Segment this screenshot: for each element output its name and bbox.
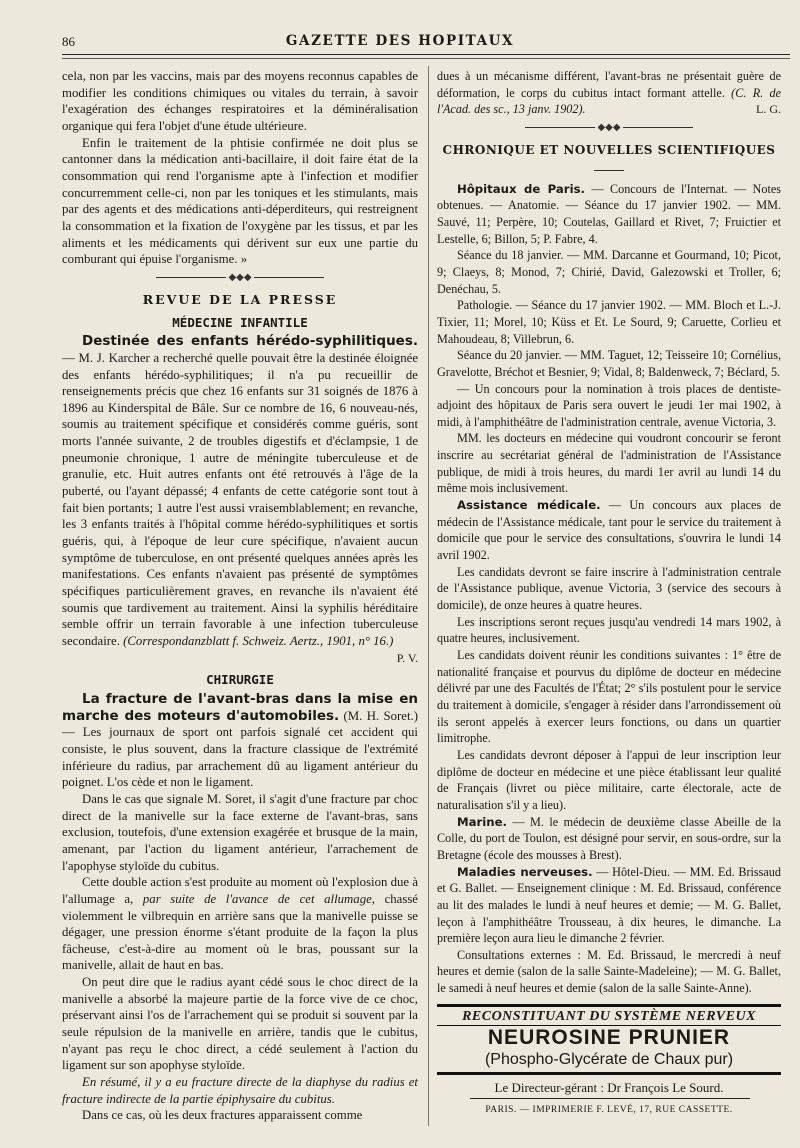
header-rule: [62, 54, 790, 55]
news-text: — Concours de l'Internat. — Notes obtenues. — Anatomie. — Séance du 17 janvier 1902. — MM. Sauvé, 11; Perpère, 10; Coutelas, Gaillard et Rivet, 7; Fruictier et Lestelle, 6; Billon, 5; P. Fabre, 4.: [437, 181, 781, 246]
page-number: 86: [62, 34, 75, 49]
ad-product-detail: (Phospho-Glycérate de Chaux pur): [437, 1050, 781, 1075]
news-item: [437, 497, 781, 564]
short-rule: [437, 165, 781, 177]
paragraph: cela, non par les vaccins, mais par des moyens reconnus capables de modifier les conditions chimiques ou vitales du terrain, à savoir l'exagération des échanges respiratoires et la déminéralisation organique qui fera l'objet d'une étude ultérieure.: [62, 69, 418, 133]
article-text: a recherché quelle pouvait être la destinée éloignée des enfants hérédo-syphilitiques; il n'a pu recueillir de renseignements précis que chez 16 enfants sur 31 soignés de 1876 à 1896 au Kinderspital de Bâle. Sur ce nombre de 16, 6 nouveau-nés, soumis au traitement spécifique et considérés comme guéris, sont morts l'année suivante, 2 de troubles digestifs et d'éclampsie, 1 de pneumonie chronique, 1 autre de méningite tuberculeuse et de granulie, etc. Huit autres enfants ont été retrouvés à l'âge de la puberté, ou l'ayant dépassé; 4 enfants de cette catégorie sont tout à fait bien portants; 1 autre l'est aussi vraisemblablement; en revanche, les 3 enfants traités à l'hôpital comme hérédo-syphilitiques et sortis guéris, qui, à l'époque de leur cure spécifique, n'avaient aucun symptôme de tuberculose, en ont présenté quelques années après les manifestations. Ces enfants n'avaient pas présenté de symptômes spécifiques particulièrement graves, en revanche ils n'avaient été soumis que tardivement au traitement. Ainsi la syphilis héréditaire semble offrir un terrain favorable à une infection tuberculeuse secondaire.: [62, 350, 418, 648]
signature: P. V.: [396, 650, 418, 665]
ad-rule: [437, 1004, 781, 1007]
news-item: [437, 864, 781, 947]
article-reference: (C. R. de l'Acad. des sc., 13 janv. 1902).: [437, 85, 782, 117]
paragraph: Les candidats doivent réunir les conditions suivantes : 1° être de nationalité française et pourvus du diplôme de docteur en médecine délivré par une des Facultés de l'État; 2° s'ils postulent pour le service du traitement à domicile, s'engager à résider dans l'arrondissement où ils seront appelés à exercer leurs fonctions, ou dans un quartier limitrophe.: [437, 648, 781, 746]
paragraph: Les candidats devront déposer à l'appui de leur inscription leur diplôme de docteur en médecine et une pièce établissant leur qualité de Français (livret ou pièce militaire, carte électorale, acte de naturalisation s'il y a lieu).: [437, 747, 781, 812]
right-column: [437, 68, 781, 997]
signature: L. G.: [756, 102, 781, 117]
news-title: Maladies nerveuses.: [457, 864, 593, 879]
news-item: [437, 814, 781, 864]
paragraph: [62, 1074, 418, 1107]
text-run: dues à un mécanisme différent, l'avant-bras ne présentait guère de déformation, le corps du cubitus intact formant attelle.: [437, 69, 781, 100]
paragraph: Pathologie. — Séance du 17 janvier 1902. — MM. Bloch et L.-J. Tixier, 11; Morel, 10; Küss et Et. Le Sourd, 9; Caruette, Corlieu et Mahoudeau, 8; Villebrun, 6.: [437, 298, 781, 346]
section-title: CHRONIQUE ET NOUVELLES SCIENTIFIQUES: [442, 142, 776, 157]
paragraph: On peut dire que le radius ayant cédé sous le choc direct de la manivelle a absorbé la majeure partie de la force vive de ce choc, préservant ainsi l'os de l'arrachement qui se produit si souvent par la seule répulsion de la manivelle en arrière, tandis que le cubitus, n'ayant pas reçu le choc direct, a cédé seulement à l'action du ligament sur son apophyse styloïde.: [62, 975, 418, 1073]
news-item: [437, 181, 781, 248]
paragraph: Dans ce cas, où les deux fractures apparaissent comme: [82, 1108, 363, 1123]
article-title: La fracture de l'avant-bras dans la mise en marche des moteurs d'automobiles.: [62, 690, 418, 724]
paragraph: Consultations externes : M. Ed. Brissaud, le mercredi à neuf heures et demie (salon de la salle Sainte-Madeleine); — M. G. Ballet, le samedi à neuf heures et demie (salon de la salle Sainte-Anne).: [437, 947, 781, 996]
ad-product-name: NEUROSINE PRUNIER: [487, 1026, 731, 1049]
text-run: chassé violemment le vilbrequin en arrière sans que la manivelle puisse se dégager, une pression énorme s'étant produite de la façon la plus fâcheuse, c'est-à-dire au moment où le bras, poussant sur la manivelle, allait de haut en bas.: [62, 891, 418, 973]
italic-run: En résumé, il y a eu fracture directe de la diaphyse du radius et fracture indirecte de la partie épiphysaire du cubitus.: [62, 1075, 418, 1106]
article-reference: (Correspondanzblatt f. Schweiz. Aertz., 1901, n° 16.): [119, 634, 394, 648]
column-divider: [428, 66, 429, 1126]
paragraph: Dans le cas que signale M. Soret, il s'agit d'une fracture par choc direct de la manivelle sur la face externe de l'avant-bras, sans exclusion, toutefois, d'une extension exagérée et brusque de la main, amenant, par l'action du ligament antérieur, l'arrachement de l'apophyse styloïde du cubitus.: [62, 791, 418, 873]
printer-line: PARIS. — IMPRIMERIE F. LEVÉ, 17, RUE CASSETTE.: [485, 1105, 733, 1115]
article: [62, 333, 418, 649]
news-title: Marine.: [457, 814, 507, 829]
article: [62, 691, 418, 791]
footer-rule: [470, 1098, 750, 1099]
paragraph: [62, 874, 418, 974]
news-text: — Hôtel-Dieu. — MM. Ed. Brissaud et G. Ballet. — Enseignement clinique : M. Ed. Brissaud, conférence au lit des malades le lundi à neuf heures et demie; — M. G. Ballet, leçon à l'amphithéâtre Trousseau, à dix heures, le dimanche. La première leçon aura lieu le dimanche 2 février.: [437, 864, 781, 946]
ornament-divider: ◆◆◆: [437, 122, 781, 134]
ad-tagline: RECONSTITUANT DU SYSTÈME NERVEUX: [437, 1009, 781, 1026]
news-text: — M. le médecin de deuxième classe Abeille de la Colle, du port de Toulon, est désigné pour servir, en sous-ordre, sur la Bretagne (école des mousses à Brest).: [437, 814, 781, 862]
paragraph: Séance du 18 janvier. — MM. Darcanne et Gourmand, 10; Picot, 9; Claeys, 8; Monod, 7; Chirié, David, Galezowski et Troller, 6; Denéchau, 5.: [437, 248, 781, 296]
text-run: Cette double action s'est produite au moment où l'explosion due à l'allumage a,: [62, 875, 418, 906]
director-line: Le Directeur-gérant : Dr François Le Sourd.: [494, 1080, 724, 1095]
running-title: GAZETTE DES HOPITAUX: [285, 33, 515, 49]
paragraph: Enfin le traitement de la phtisie confirmée ne doit plus se cantonner dans la médication anti-bacillaire, il doit faire état de la consommation qui rend l'organisme apte à l'infection et modifier concurremment celle-ci, non par les toniques et les stimulants, mais par des agents et des médications anti-déperditeurs, qui restreignent la consommation et la fixation de l'oxygène par les tissus, et par les aliments et les médicaments qui dérivent sur eux une partie du comburant qui épuise l'organisme. »: [62, 135, 418, 267]
section-title: REVUE DE LA PRESSE: [142, 291, 338, 307]
left-column: [62, 68, 418, 1124]
news-title: Hôpitaux de Paris.: [457, 181, 585, 196]
news-title: Assistance médicale.: [457, 498, 601, 513]
paragraph: Les inscriptions seront reçues jusqu'au vendredi 14 mars 1902, à quatre heures, inclusivement.: [437, 614, 781, 646]
header-rule-thin: [62, 58, 790, 59]
italic-run: par suite de l'avance de cet allumage,: [142, 891, 375, 906]
news-text: — Un concours aux places de médecin de l'Assistance médicale, tant pour le service du traitement à domicile que pour le service des consultations, s'ouvrira le lundi 14 avril 1902.: [437, 498, 781, 563]
article-author: — M. J. Karcher: [62, 350, 150, 365]
article-title: Destinée des enfants hérédo-syphilitiques.: [82, 333, 418, 350]
subsection-title: CHIRURGIE: [206, 672, 274, 688]
paragraph: Les candidats devront se faire inscrire à l'administration centrale de l'Assistance publique, avenue Victoria, 3 (service des secours à domicile), de onze heures à quatre heures.: [437, 564, 781, 613]
paragraph: [437, 68, 781, 118]
paragraph: MM. les docteurs en médecine qui voudront concourir se feront inscrire au secrétariat général de l'administration de l'Assistance publique, de midi à trois heures, du mardi 1er avril au lundi 14 du même mois inclusivement.: [437, 431, 781, 496]
ornament-divider: ◆◆◆: [62, 272, 418, 284]
paragraph: Séance du 20 janvier. — MM. Taguet, 12; Teisseire 10; Cornélius, Gravelotte, Bréchot et Besnier, 9; Vidal, 8; Baldenweck, 7; Béclard, 5.: [437, 348, 781, 379]
article-text: (M. H. Soret.) — Les journaux de sport ont parfois signalé cet accident qui consiste, le plus souvent, dans la fracture classique de l'extrémité inférieure du radius, par arrachement dû au ligament antérieur du poignet. L'os cède et non le ligament.: [62, 708, 418, 790]
paragraph: — Un concours pour la nomination à trois places de dentiste-adjoint des hôpitaux de Paris sera ouvert le jeudi 1er mai 1902, à midi, à l'amphithéâtre de l'administration centrale, avenue Victoria, 3.: [437, 381, 781, 429]
advertisement: [437, 1004, 781, 1075]
subsection-title: MÉDECINE INFANTILE: [172, 314, 308, 330]
